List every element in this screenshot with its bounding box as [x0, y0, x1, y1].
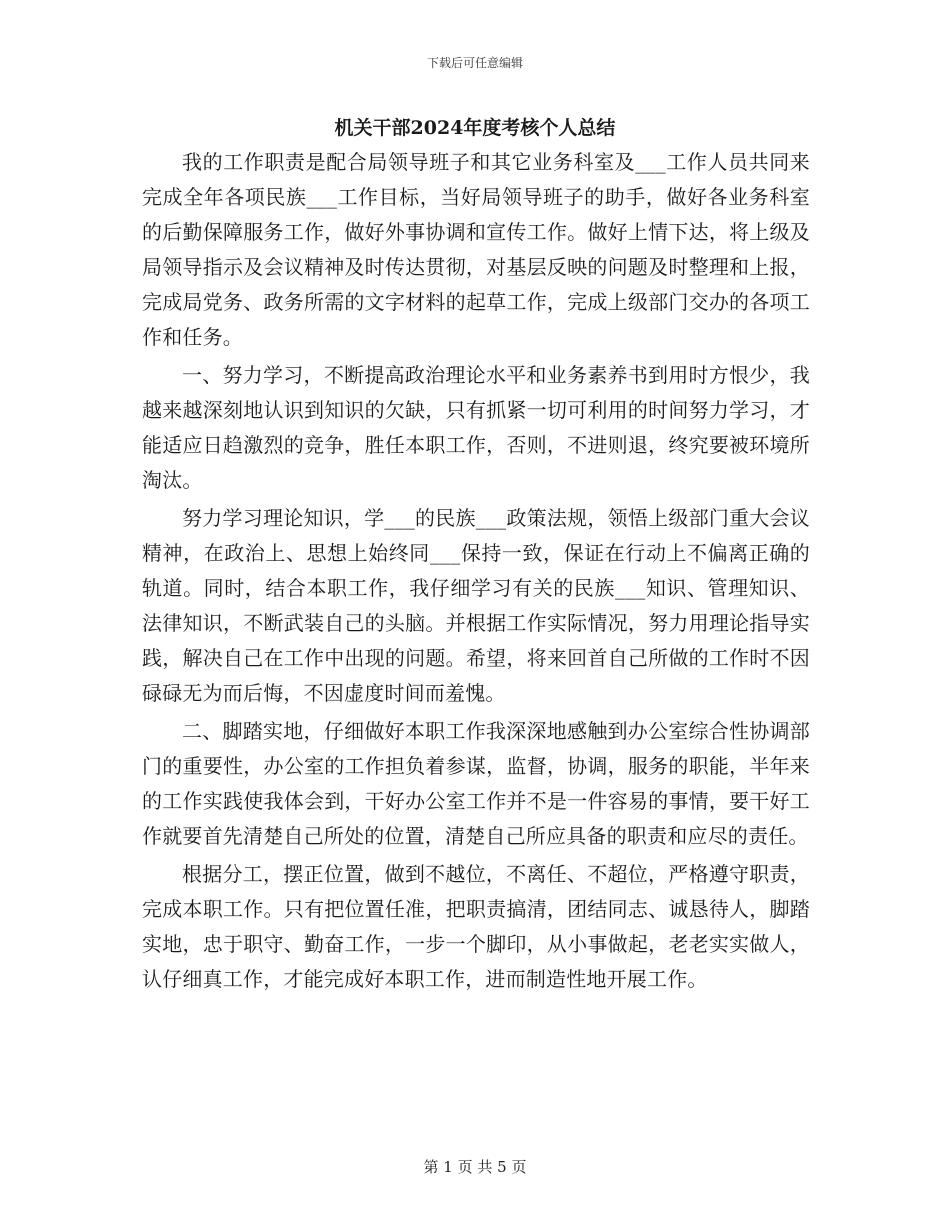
paragraph: 我的工作职责是配合局领导班子和其它业务科室及___工作人员共同来完成全年各项民族___工作目标，当好局领导班子的助手，做好各业务科室的后勤保障服务工作，做好外事协调和宣传工作。做好上情下达，将上级及局领导指示及会议精神及时传达贯彻，对基层反映的问题及时整理和上报，完成局党务、政务所需的文字材料的起草工作，完成上级部门交办的各项工作和任务。: [142, 150, 810, 349]
page-number: 第 1 页 共 5 页: [423, 1158, 527, 1176]
paragraph: 二、脚踏实地，仔细做好本职工作我深深地感触到办公室综合性协调部门的重要性，办公室的工作担负着参谋，监督，协调，服务的职能，半年来的工作实践使我体会到，干好办公室工作并不是一件容易的事情，要干好工作就要首先清楚自己所处的位置，清楚自己所应具备的职责和应尽的责任。: [142, 719, 810, 848]
paragraph: 一、努力学习，不断提高政治理论水平和业务素养书到用时方恨少，我越来越深刻地认识到知识的欠缺，只有抓紧一切可利用的时间努力学习，才能适应日趋激烈的竞争，胜任本职工作，否则，不进则退，终究要被环境所淘汰。: [142, 363, 810, 492]
document-title: 机关干部2024年度考核个人总结: [334, 117, 616, 139]
header-note: 下载后可任意编辑: [426, 56, 523, 70]
document-body: [142, 145, 810, 1000]
paragraph: 努力学习理论知识，学___的民族___政策法规，领悟上级部门重大会议精神，在政治上、思想上始终同___保持一致，保证在行动上不偏离正确的轨道。同时，结合本职工作，我仔细学习有关的民族___知识、管理知识、法律知识，不断武装自己的头脑。并根据工作实际情况，努力用理论指导实践，解决自己在工作中出现的问题。希望，将来回首自己所做的工作时不因碌碌无为而后悔，不因虚度时间而羞愧。: [142, 506, 810, 705]
paragraph: 根据分工，摆正位置，做到不越位，不离任、不超位，严格遵守职责，完成本职工作。只有把位置任准，把职责搞清，团结同志、诚恳待人，脚踏实地，忠于职守、勤奋工作，一步一个脚印，从小事做起，老老实实做人，认仔细真工作，才能完成好本职工作，进而制造性地开展工作。: [142, 862, 810, 991]
